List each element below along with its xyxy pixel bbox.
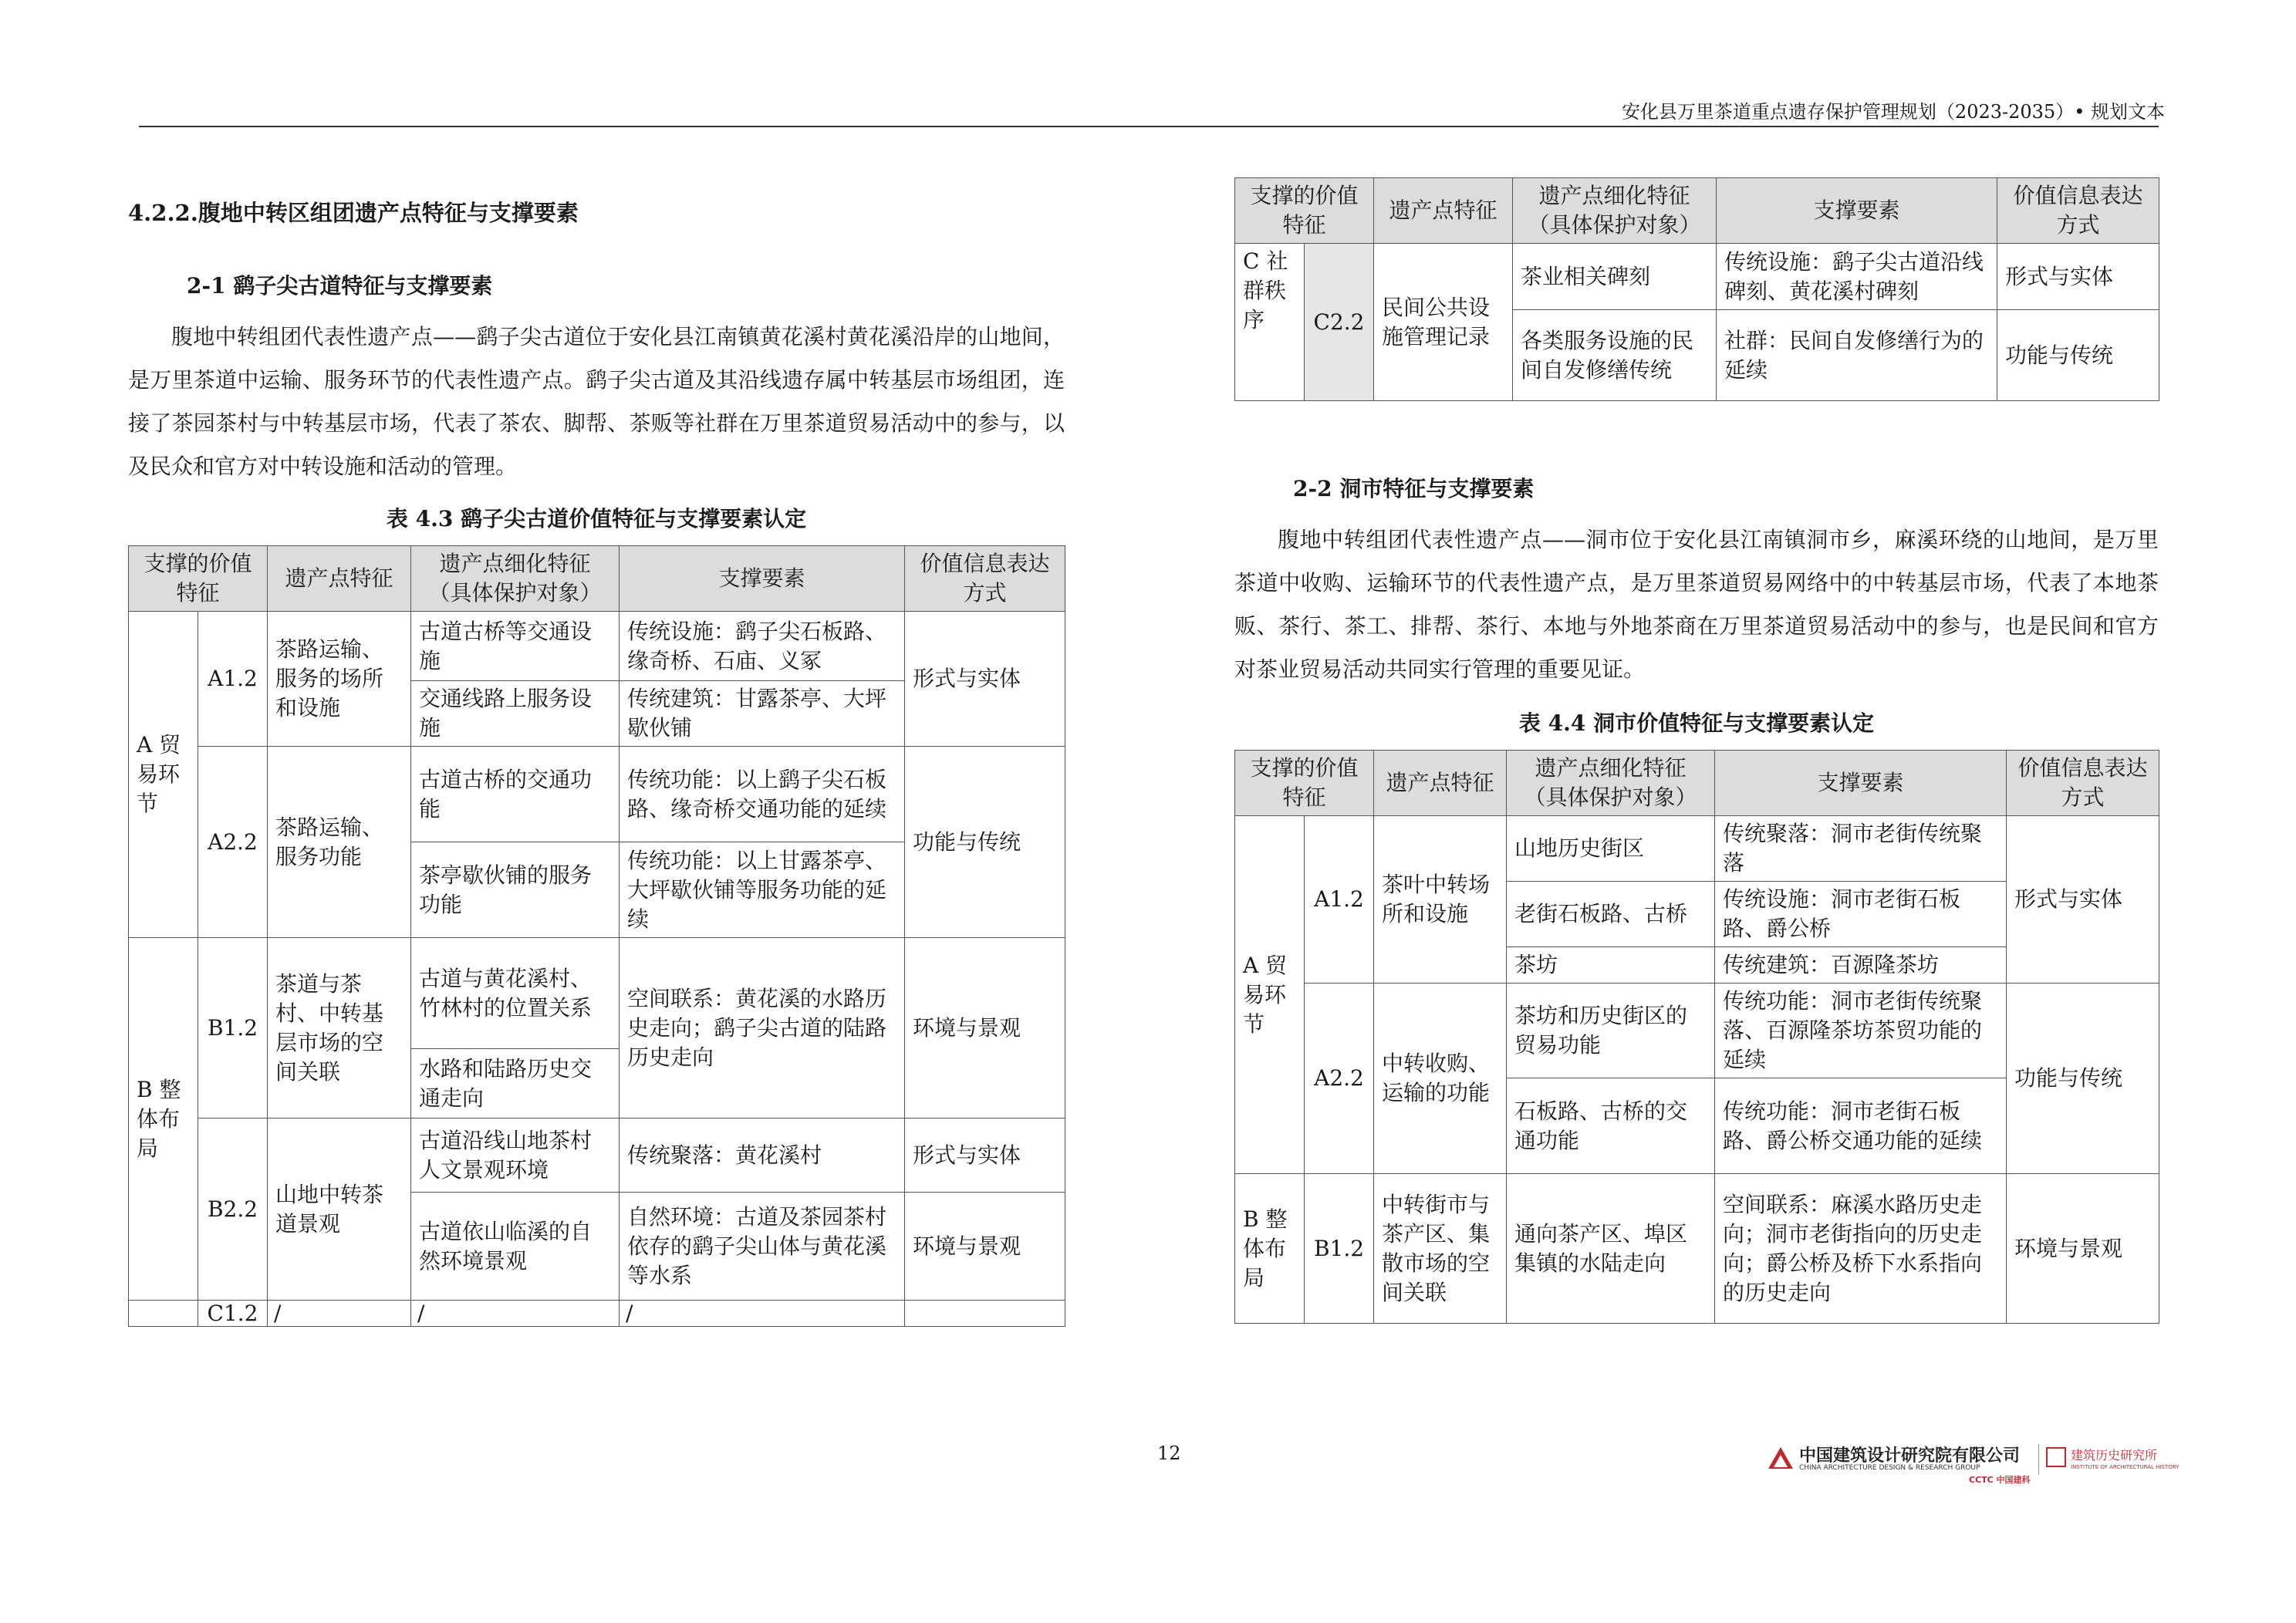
expression-cell: 形式与实体 <box>905 1119 1065 1193</box>
subsection-title: 2-1 鹞子尖古道特征与支撑要素 <box>187 273 493 299</box>
header-support: 支撑要素 <box>620 546 905 612</box>
header-value: 支撑的价值特征 <box>1235 751 1374 816</box>
logo-divider <box>2038 1444 2039 1475</box>
expression-cell: 功能与传统 <box>1997 310 2159 401</box>
detail-cell: 古道依山临溪的自然环境景观 <box>411 1193 620 1301</box>
support-cell: 传统聚落：黄花溪村 <box>620 1119 905 1193</box>
table-row <box>129 612 1065 681</box>
logo-cadg-english: CHINA ARCHITECTURE DESIGN & RESEARCH GROUP <box>1799 1464 1980 1472</box>
body-paragraph: 腹地中转组团代表性遗产点——鹞子尖古道位于安化县江南镇黄花溪村黄花溪沿岸的山地间，是万里茶道中运输、服务环节的代表性遗产点。鹞子尖古道及其沿线遗存属中转基层市场组团，连接了茶园茶村与中转基层市场，代表了茶农、脚帮、茶贩等社群在万里茶道贸易活动中的参与，以及民众和官方对中转设施和活动的管理。 <box>128 324 1065 479</box>
header-support: 支撑要素 <box>1715 751 2007 816</box>
code-cell: A2.2 <box>198 747 268 938</box>
table-row <box>1235 984 2159 1078</box>
page-number: 12 <box>1157 1442 1181 1464</box>
table-caption: 表 4.3 鹞子尖古道价值特征与支撑要素认定 <box>386 506 807 531</box>
support-cell: 空间联系：黄花溪的水路历史走向；鹞子尖古道的陆路历史走向 <box>620 938 905 1119</box>
detail-cell: 各类服务设施的民间自发修缮传统 <box>1513 310 1717 401</box>
feature-cell: 中转街市与茶产区、集散市场的空间关联 <box>1374 1174 1507 1324</box>
expression-cell: 环境与景观 <box>905 1193 1065 1301</box>
support-cell: 传统功能：以上鹞子尖石板路、缘奇桥交通功能的延续 <box>620 747 905 842</box>
expression-cell: 环境与景观 <box>2007 1174 2159 1324</box>
code-cell: C2.2 <box>1305 244 1374 401</box>
detail-cell: 老街石板路、古桥 <box>1507 882 1715 947</box>
support-cell: 传统建筑：甘露茶亭、大坪歇伙铺 <box>620 681 905 747</box>
detail-cell: 古道沿线山地茶村人文景观环境 <box>411 1119 620 1193</box>
table-header-row <box>1235 751 2159 816</box>
logo-institute-name: 建筑历史研究所 <box>2071 1448 2158 1463</box>
table-row <box>1235 244 2159 310</box>
right-column <box>1234 177 2159 1324</box>
detail-cell: 茶坊 <box>1507 947 1715 984</box>
detail-cell: 山地历史街区 <box>1507 816 1715 882</box>
feature-cell: 山地中转茶道景观 <box>268 1119 411 1301</box>
feature-cell: 茶路运输、服务功能 <box>268 747 411 938</box>
header-feature: 遗产点特征 <box>1374 751 1507 816</box>
body-paragraph: 腹地中转组团代表性遗产点——洞市位于安化县江南镇洞市乡，麻溪环绕的山地间，是万里茶道中收购、运输环节的代表性遗产点，是万里茶道贸易网络中的中转基层市场，代表了本地茶贩、茶行、茶工、排帮、茶行、本地与外地茶商在万里茶道贸易活动中的参与，也是民间和官方对茶业贸易活动共同实行管理的重要见证。 <box>1234 527 2159 682</box>
header-detail: 遗产点细化特征（具体保护对象） <box>1513 178 1717 244</box>
group-cell: A 贸易环节 <box>129 612 198 938</box>
code-cell: A1.2 <box>1305 816 1374 984</box>
code-cell: C1.2 <box>198 1301 268 1327</box>
header-support: 支撑要素 <box>1717 178 1997 244</box>
feature-cell: 茶叶中转场所和设施 <box>1374 816 1507 984</box>
detail-cell: 茶业相关碑刻 <box>1513 244 1717 310</box>
expression-cell <box>905 1301 1065 1327</box>
detail-cell: 古道古桥等交通设施 <box>411 612 620 681</box>
header-expression: 价值信息表达方式 <box>1997 178 2159 244</box>
detail-cell: 交通线路上服务设施 <box>411 681 620 747</box>
value-table-4-3 <box>128 545 1065 1327</box>
header-value: 支撑的价值特征 <box>1235 178 1374 244</box>
support-cell: 传统建筑：百源隆茶坊 <box>1715 947 2007 984</box>
cadg-logo-icon <box>1767 1446 1795 1470</box>
support-cell: 传统聚落：洞市老街传统聚落 <box>1715 816 2007 882</box>
expression-cell: 形式与实体 <box>1997 244 2159 310</box>
section-title: 4.2.2.腹地中转区组团遗产点特征与支撑要素 <box>128 200 579 226</box>
table-row <box>1235 1174 2159 1324</box>
expression-cell: 环境与景观 <box>905 938 1065 1119</box>
support-cell: 空间联系：麻溪水路历史走向；洞市老街指向的历史走向；爵公桥及桥下水系指向的历史走向 <box>1715 1174 2007 1324</box>
detail-cell: 通向茶产区、埠区集镇的水陆走向 <box>1507 1174 1715 1324</box>
running-header: 安化县万里茶道重点遗存保护管理规划（2023-2035）• 规划文本 <box>1621 101 2165 123</box>
code-cell: B1.2 <box>198 938 268 1119</box>
support-cell: 传统功能：以上甘露茶亭、大坪歇伙铺等服务功能的延续 <box>620 842 905 938</box>
expression-cell: 功能与传统 <box>905 747 1065 938</box>
code-cell: A2.2 <box>1305 984 1374 1174</box>
group-cell: A 贸易环节 <box>1235 816 1305 1174</box>
support-cell: 传统设施：鹞子尖古道沿线碑刻、黄花溪村碑刻 <box>1717 244 1997 310</box>
table-row <box>129 1119 1065 1193</box>
detail-cell: 石板路、古桥的交通功能 <box>1507 1078 1715 1174</box>
detail-cell: / <box>411 1301 620 1327</box>
table-caption: 表 4.4 洞市价值特征与支撑要素认定 <box>1518 710 1875 736</box>
table-row <box>1235 816 2159 882</box>
header-feature: 遗产点特征 <box>268 546 411 612</box>
feature-cell: 民间公共设施管理记录 <box>1374 244 1513 401</box>
table-row <box>129 1301 1065 1327</box>
detail-cell: 古道与黄花溪村、竹林村的位置关系 <box>411 938 620 1049</box>
header-value: 支撑的价值特征 <box>129 546 268 612</box>
support-cell: 传统功能：洞市老街石板路、爵公桥交通功能的延续 <box>1715 1078 2007 1174</box>
support-cell: 社群：民间自发修缮行为的延续 <box>1717 310 1997 401</box>
group-cell: B 整体布局 <box>1235 1174 1305 1324</box>
code-cell: B2.2 <box>198 1119 268 1301</box>
feature-cell: 中转收购、运输的功能 <box>1374 984 1507 1174</box>
group-cell <box>129 1301 198 1327</box>
header-detail: 遗产点细化特征（具体保护对象） <box>411 546 620 612</box>
expression-cell: 形式与实体 <box>905 612 1065 747</box>
header-divider <box>139 126 2159 127</box>
group-cell: C 社群秩序 <box>1235 244 1305 401</box>
support-cell: / <box>620 1301 905 1327</box>
feature-cell: 茶路运输、服务的场所和设施 <box>268 612 411 747</box>
header-expression: 价值信息表达方式 <box>2007 751 2159 816</box>
value-table-4-4 <box>1234 750 2159 1324</box>
expression-cell: 功能与传统 <box>2007 984 2159 1174</box>
detail-cell: 茶亭歇伙铺的服务功能 <box>411 842 620 938</box>
feature-cell: 茶道与茶村、中转基层市场的空间关联 <box>268 938 411 1119</box>
logo-institute-english: INSTITUTE OF ARCHITECTURAL HISTORY <box>2071 1464 2180 1470</box>
table-header-row <box>129 546 1065 612</box>
feature-cell: / <box>268 1301 411 1327</box>
header-feature: 遗产点特征 <box>1374 178 1513 244</box>
header-detail: 遗产点细化特征（具体保护对象） <box>1507 751 1715 816</box>
detail-cell: 古道古桥的交通功能 <box>411 747 620 842</box>
support-cell: 传统设施：鹞子尖石板路、缘奇桥、石庙、义冢 <box>620 612 905 681</box>
table-header-row <box>1235 178 2159 244</box>
code-cell: B1.2 <box>1305 1174 1374 1324</box>
table-row <box>129 938 1065 1049</box>
footer-logos <box>1767 1442 2180 1489</box>
institute-logo-icon <box>2046 1447 2066 1467</box>
detail-cell: 茶坊和历史街区的贸易功能 <box>1507 984 1715 1078</box>
detail-cell: 水路和陆路历史交通走向 <box>411 1049 620 1119</box>
group-cell: B 整体布局 <box>129 938 198 1301</box>
logo-cctc: CCTC 中国建科 <box>1969 1475 2031 1485</box>
support-cell: 自然环境：古道及茶园茶村依存的鹞子尖山体与黄花溪等水系 <box>620 1193 905 1301</box>
left-column <box>128 185 1065 1327</box>
logo-cadg-name: 中国建筑设计研究院有限公司 <box>1799 1446 2021 1466</box>
value-table-4-3-continued <box>1234 177 2159 401</box>
support-cell: 传统设施：洞市老街石板路、爵公桥 <box>1715 882 2007 947</box>
support-cell: 传统功能：洞市老街传统聚落、百源隆茶坊茶贸功能的延续 <box>1715 984 2007 1078</box>
subsection-title: 2-2 洞市特征与支撑要素 <box>1293 476 1535 501</box>
code-cell: A1.2 <box>198 612 268 747</box>
table-row <box>129 747 1065 842</box>
expression-cell: 形式与实体 <box>2007 816 2159 984</box>
header-expression: 价值信息表达方式 <box>905 546 1065 612</box>
